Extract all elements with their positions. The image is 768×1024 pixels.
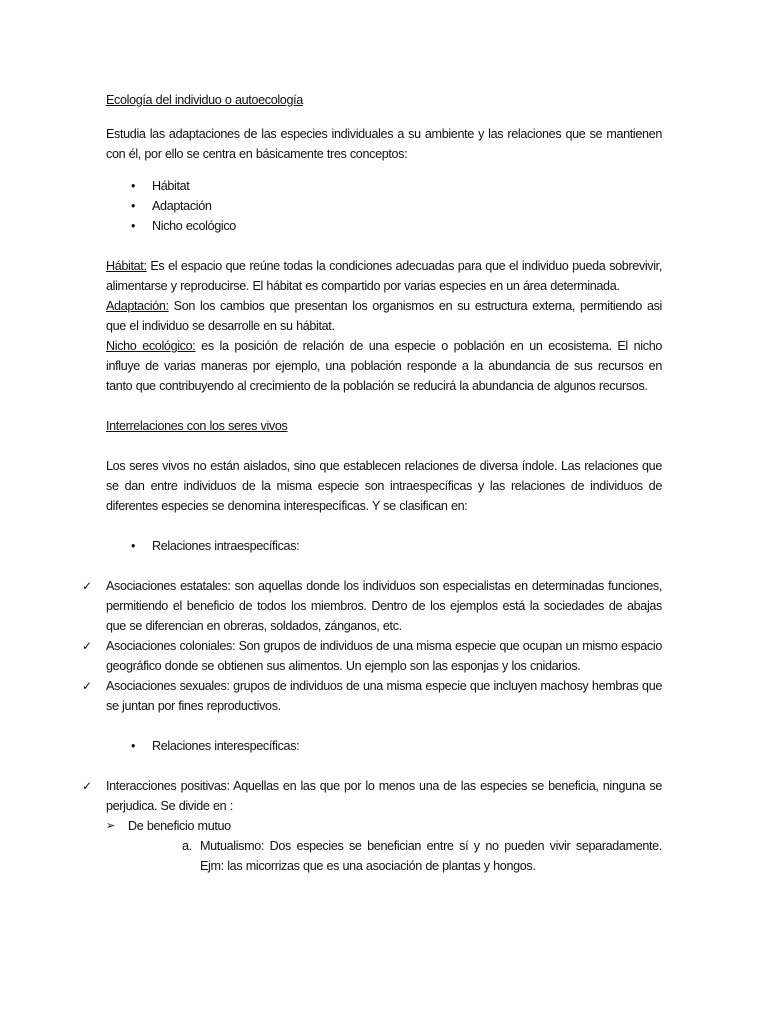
list-item bbox=[82, 576, 662, 636]
bullet-icon: • bbox=[131, 539, 136, 553]
check-icon: ✓ bbox=[82, 639, 92, 653]
inter-items-list bbox=[82, 776, 662, 816]
list-item bbox=[106, 216, 662, 236]
check-icon: ✓ bbox=[82, 779, 92, 793]
definition-term: Nicho ecológico: bbox=[106, 339, 196, 353]
list-item bbox=[106, 196, 662, 216]
autoecologia-intro: Estudia las adaptaciones de las especies individuales a su ambiente y las relaciones que se mantienen con él, por ello se centra en básicamente tres conceptos: bbox=[106, 127, 662, 161]
definition-habitat bbox=[106, 256, 662, 296]
inter-heading: Relaciones interespecíficas: bbox=[152, 739, 300, 753]
list-item bbox=[82, 676, 662, 716]
check-icon: ✓ bbox=[82, 579, 92, 593]
inter-item-text: Interacciones positivas: Aquellas en las que por lo menos una de las especies se beneficia, ninguna se perjudica. Se divide en : bbox=[106, 779, 662, 813]
arrow-icon: ➢ bbox=[106, 819, 115, 832]
inter-heading-list bbox=[106, 736, 662, 756]
definition-term: Hábitat: bbox=[106, 259, 147, 273]
bullet-icon: • bbox=[131, 199, 136, 213]
definition-text: es la posición de relación de una especie o población en un ecosistema. El nicho influye de varias maneras por ejemplo, una población responde a la abundancia de sus recursos en tanto que contribuyendo al crecimiento de la población se reducirá la abundancia de algunos recursos. bbox=[106, 339, 662, 393]
bullet-icon: • bbox=[131, 179, 136, 193]
interrelaciones-intro: Los seres vivos no están aislados, sino que establecen relaciones de diversa índole. Las relaciones que se dan entre individuos de la misma especie son intraespecíficas y las relaciones de individuos de diferentes especies se denomina interespecíficas. Y se clasifican en: bbox=[106, 459, 662, 513]
definition-nicho bbox=[106, 336, 662, 396]
list-item bbox=[106, 176, 662, 196]
bullet-icon: • bbox=[131, 219, 136, 233]
intra-item-text: Asociaciones estatales: son aquellas donde los individuos son especialistas en determinadas funciones, permitiendo el beneficio de todos los miembros. Dentro de los ejemplos está la sociedades de abajas que se diferencian en obreras, soldados, zánganos, etc. bbox=[106, 579, 662, 633]
list-item bbox=[106, 736, 662, 756]
intra-item-text: Asociaciones coloniales: Son grupos de individuos de una misma especie que ocupan un mismo espacio geográfico donde se obtienen sus alimentos. Un ejemplo son las esponjas y los cnidarios. bbox=[106, 639, 662, 673]
list-item bbox=[82, 776, 662, 816]
intra-heading-list bbox=[106, 536, 662, 556]
list-item bbox=[182, 836, 662, 876]
section-title-autoecologia: Ecología del individuo o autoecología bbox=[106, 93, 303, 107]
definition-text: Es el espacio que reúne todas la condiciones adecuadas para que el individuo pueda sobrevivir, alimentarse y reproducirse. El hábitat es compartido por varias especies en un área determinada. bbox=[106, 259, 662, 293]
section-title-interrelaciones: Interrelaciones con los seres vivos bbox=[106, 419, 288, 433]
list-item bbox=[106, 536, 662, 556]
intra-item-text: Asociaciones sexuales: grupos de individuos de una misma especie que incluyen machosy hembras que se juntan por fines reproductivos. bbox=[106, 679, 662, 713]
intra-items-list bbox=[82, 576, 662, 716]
definition-adaptacion bbox=[106, 296, 662, 336]
document-content bbox=[82, 90, 662, 876]
intra-heading: Relaciones intraespecíficas: bbox=[152, 539, 300, 553]
sub-heading-item bbox=[106, 816, 662, 836]
bullet-icon: • bbox=[131, 739, 136, 753]
concept-adaptacion: Adaptación bbox=[152, 199, 212, 213]
definition-text: Son los cambios que presentan los organismos en su estructura externa, permitiendo asi que el individuo se desarrolle en su hábitat. bbox=[106, 299, 662, 333]
concept-habitat: Hábitat bbox=[152, 179, 190, 193]
sub-heading: De beneficio mutuo bbox=[128, 819, 231, 833]
sub-item-text: Mutualismo: Dos especies se benefician entre sí y no pueden vivir separadamente. Ejm: las micorrizas que es una asociación de plantas y hongos. bbox=[200, 839, 662, 873]
list-item bbox=[82, 636, 662, 676]
definition-term: Adaptación: bbox=[106, 299, 169, 313]
concept-nicho: Nicho ecológico bbox=[152, 219, 236, 233]
concepts-list bbox=[106, 176, 662, 236]
check-icon: ✓ bbox=[82, 679, 92, 693]
list-letter: a. bbox=[182, 839, 192, 853]
